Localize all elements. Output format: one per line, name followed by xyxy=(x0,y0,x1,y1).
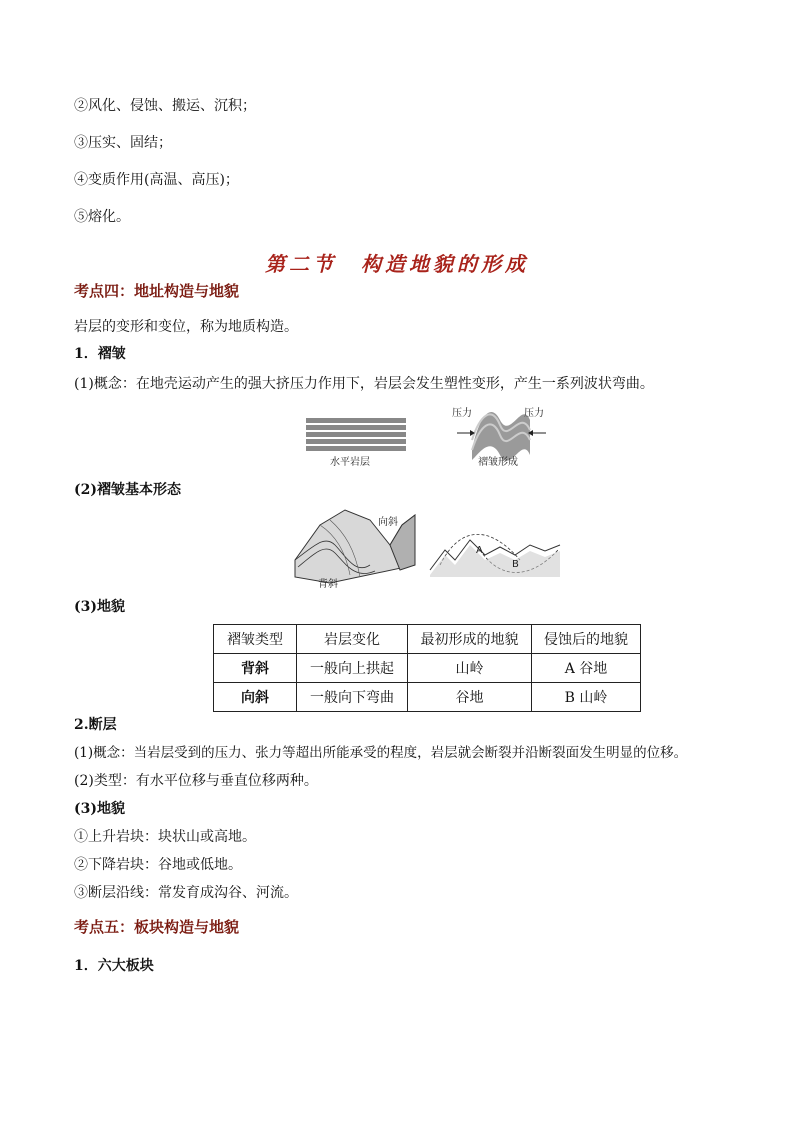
intro-text: 岩层的变形和变位，称为地质构造。 xyxy=(74,319,298,335)
table-header-cell: 岩层变化 xyxy=(297,625,408,654)
table-row xyxy=(214,683,641,712)
table-header-cell: 褶皱类型 xyxy=(214,625,297,654)
table-cell: 谷地 xyxy=(408,683,532,712)
fold-formation-figure xyxy=(300,400,560,470)
table-cell: 一般向下弯曲 xyxy=(297,683,408,712)
force-left-label: 压力 xyxy=(452,408,472,419)
list-item-metamorphism: ④变质作用(高温、高压)； xyxy=(74,172,239,188)
label-a: A xyxy=(476,545,483,556)
plates-heading: 1．六大板块 xyxy=(74,958,154,974)
horizontal-strata-caption: 水平岩层 xyxy=(330,457,370,468)
table-header-row xyxy=(214,625,641,654)
list-item-melting: ⑤熔化。 xyxy=(74,209,130,225)
fault-types: (2)类型：有水平位移与垂直位移两种。 xyxy=(74,773,318,789)
list-item-weathering: ②风化、侵蚀、搬运、沉积； xyxy=(74,98,256,114)
fault-landform-heading: (3)地貌 xyxy=(74,801,125,817)
arrow-right-icon xyxy=(457,430,475,436)
table-row xyxy=(214,654,641,683)
folded-strata-image xyxy=(472,412,530,461)
label-b: B xyxy=(512,559,519,570)
force-right-label: 压力 xyxy=(524,408,544,419)
fold-formation-caption: 褶皱形成 xyxy=(478,457,518,468)
table-cell: 一般向上拱起 xyxy=(297,654,408,683)
fold-landform-heading: (3)地貌 xyxy=(74,599,125,615)
table-cell: 背斜 xyxy=(214,654,297,683)
table-cell: B 山岭 xyxy=(532,683,641,712)
table-header-cell: 侵蚀后的地貌 xyxy=(532,625,641,654)
table-cell: 山岭 xyxy=(408,654,532,683)
fault-concept: (1)概念：当岩层受到的压力、张力等超出所能承受的程度，岩层就会断裂并沿断裂面发生明显的位移。 xyxy=(74,745,688,761)
table-cell: 向斜 xyxy=(214,683,297,712)
fold-heading: 1．褶皱 xyxy=(74,346,126,362)
table-header-cell: 最初形成的地貌 xyxy=(408,625,532,654)
syncline-label: 向斜 xyxy=(378,517,398,528)
fault-heading: 2.断层 xyxy=(74,717,117,733)
fault-item-along: ③断层沿线：常发育成沟谷、河流。 xyxy=(74,885,298,901)
arrow-left-icon xyxy=(528,430,546,436)
kaodian4-heading: 考点四：地址构造与地貌 xyxy=(74,282,240,300)
fold-landform-table xyxy=(213,624,641,712)
fold-forms-heading: (2)褶皱基本形态 xyxy=(74,482,181,498)
fault-item-down: ②下降岩块：谷地或低地。 xyxy=(74,857,242,873)
horizontal-strata-image xyxy=(306,418,406,451)
table-cell: A 谷地 xyxy=(532,654,641,683)
anticline-label: 背斜 xyxy=(318,579,338,590)
fold-forms-figure xyxy=(290,505,570,590)
kaodian5-heading: 考点五：板块构造与地貌 xyxy=(74,918,240,936)
fault-item-uplift: ①上升岩块：块状山或高地。 xyxy=(74,829,256,845)
list-item-compaction: ③压实、固结； xyxy=(74,135,172,151)
fold-concept: (1)概念：在地壳运动产生的强大挤压力作用下，岩层会发生塑性变形，产生一系列波状弯曲。 xyxy=(74,376,654,392)
section-title: 第二节 构造地貌的形成 xyxy=(265,252,529,276)
eroded-fold-profile-image xyxy=(430,534,560,577)
